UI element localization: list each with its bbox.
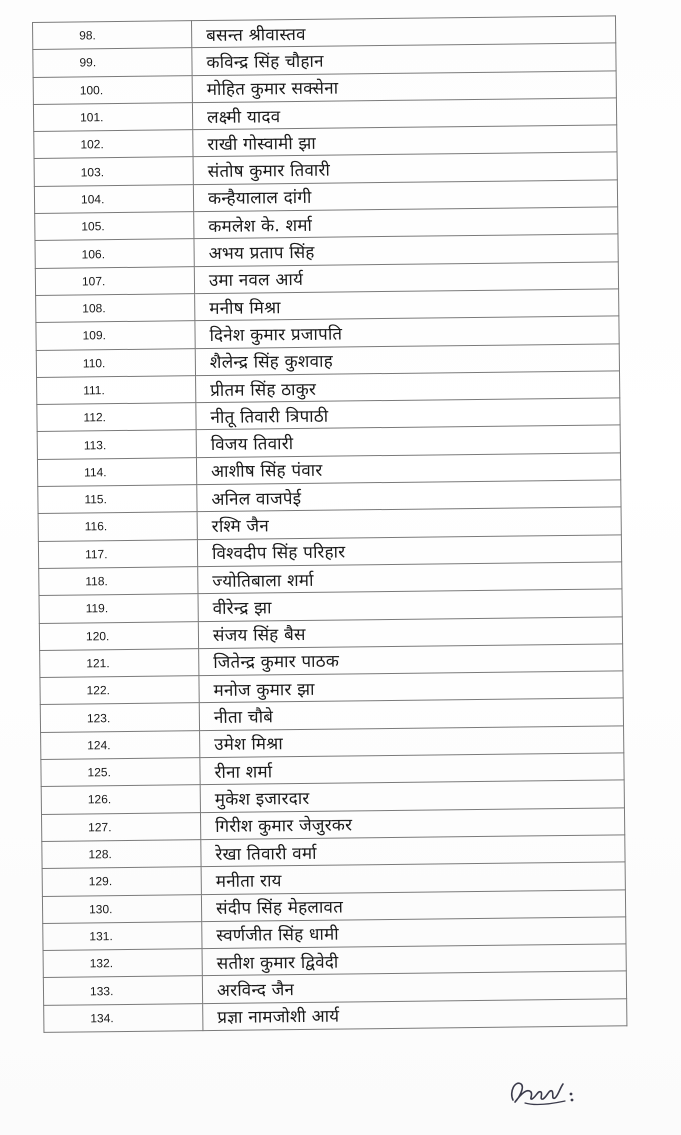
person-name-cell: राखी गोस्वामी झा <box>193 125 617 157</box>
person-name-cell: रीना शर्मा <box>200 753 624 785</box>
person-name-cell: कविन्द्र सिंह चौहान <box>192 43 616 75</box>
person-name-cell: मोहित कुमार सक्सेना <box>192 70 616 102</box>
person-name-cell: ज्योतिबाला शर्मा <box>198 562 622 594</box>
serial-number-cell: 111. <box>37 376 196 405</box>
person-name-cell: विश्वदीप सिंह परिहार <box>197 534 621 566</box>
person-name-cell: रेखा तिवारी वर्मा <box>201 835 625 867</box>
serial-number-cell: 130. <box>42 894 201 923</box>
serial-number-cell: 131. <box>43 921 202 950</box>
person-name-cell: विजय तिवारी <box>196 425 620 457</box>
serial-number-cell: 102. <box>34 130 193 159</box>
signature-mark <box>505 1070 585 1114</box>
person-name-cell: लक्ष्मी यादव <box>192 98 616 130</box>
person-name-cell: प्रज्ञा नामजोशी आर्य <box>203 999 627 1031</box>
name-list-sheet <box>32 15 644 1072</box>
serial-number-cell: 132. <box>43 949 202 978</box>
person-name-cell: अभय प्रताप सिंह <box>194 234 618 266</box>
person-name-cell: कमलेश के. शर्मा <box>194 207 618 239</box>
person-name-cell: गिरीश कुमार जेजुरकर <box>200 807 624 839</box>
serial-number-cell: 125. <box>41 758 200 787</box>
serial-number-cell: 98. <box>33 21 192 50</box>
name-list-body <box>33 16 627 1033</box>
serial-number-cell: 106. <box>35 239 194 268</box>
serial-number-cell: 121. <box>40 648 199 677</box>
person-name-cell: बसन्त श्रीवास्तव <box>191 16 615 48</box>
person-name-cell: स्वर्णजीत सिंह धामी <box>202 917 626 949</box>
person-name-cell: संदीप सिंह मेहलावत <box>201 889 625 921</box>
serial-number-cell: 129. <box>42 867 201 896</box>
serial-number-cell: 117. <box>38 539 197 568</box>
serial-number-cell: 123. <box>40 703 199 732</box>
serial-number-cell: 118. <box>39 567 198 596</box>
serial-number-cell: 116. <box>38 512 197 541</box>
serial-number-cell: 122. <box>40 676 199 705</box>
person-name-cell: उमा नवल आर्य <box>194 262 618 294</box>
serial-number-cell: 112. <box>37 403 196 432</box>
person-name-cell: शैलेन्द्र सिंह कुशवाह <box>195 343 619 375</box>
serial-number-cell: 134. <box>44 1003 203 1032</box>
serial-number-cell: 104. <box>34 184 193 213</box>
serial-number-cell: 114. <box>37 457 196 486</box>
serial-number-cell: 128. <box>42 840 201 869</box>
person-name-cell: दिनेश कुमार प्रजापति <box>195 316 619 348</box>
person-name-cell: नीता चौबे <box>199 698 623 730</box>
person-name-cell: सतीश कुमार द्विवेदी <box>202 944 626 976</box>
person-name-cell: मनीष मिश्रा <box>195 289 619 321</box>
person-name-cell: रश्मि जैन <box>197 507 621 539</box>
serial-number-cell: 124. <box>41 730 200 759</box>
person-name-cell: वीरेन्द्र झा <box>198 589 622 621</box>
person-name-cell: कन्हैयालाल दांगी <box>193 180 617 212</box>
serial-number-cell: 127. <box>41 812 200 841</box>
serial-number-cell: 133. <box>43 976 202 1005</box>
serial-number-cell: 108. <box>36 294 195 323</box>
serial-number-cell: 119. <box>39 594 198 623</box>
person-name-cell: आशीष सिंह पंवार <box>196 453 620 485</box>
person-name-cell: जितेन्द्र कुमार पाठक <box>199 644 623 676</box>
person-name-cell: संतोष कुमार तिवारी <box>193 152 617 184</box>
person-name-cell: मुकेश इजारदार <box>200 780 624 812</box>
serial-number-cell: 113. <box>37 430 196 459</box>
serial-number-cell: 115. <box>38 485 197 514</box>
serial-number-cell: 100. <box>33 75 192 104</box>
serial-number-cell: 120. <box>39 621 198 650</box>
serial-number-cell: 103. <box>34 157 193 186</box>
serial-number-cell: 109. <box>36 321 195 350</box>
person-name-cell: अरविन्द जैन <box>202 971 626 1003</box>
person-name-cell: मनीता राय <box>201 862 625 894</box>
table-row <box>44 999 627 1033</box>
serial-number-cell: 126. <box>41 785 200 814</box>
person-name-cell: उमेश मिश्रा <box>200 726 624 758</box>
person-name-cell: संजय सिंह बैस <box>198 616 622 648</box>
person-name-cell: मनोज कुमार झा <box>199 671 623 703</box>
serial-number-cell: 107. <box>35 266 194 295</box>
serial-number-cell: 110. <box>36 348 195 377</box>
name-list-table <box>32 15 627 1033</box>
serial-number-cell: 99. <box>33 48 192 77</box>
person-name-cell: नीतू तिवारी त्रिपाठी <box>196 398 620 430</box>
serial-number-cell: 101. <box>33 103 192 132</box>
person-name-cell: अनिल वाजपेई <box>197 480 621 512</box>
person-name-cell: प्रीतम सिंह ठाकुर <box>196 371 620 403</box>
serial-number-cell: 105. <box>35 212 194 241</box>
